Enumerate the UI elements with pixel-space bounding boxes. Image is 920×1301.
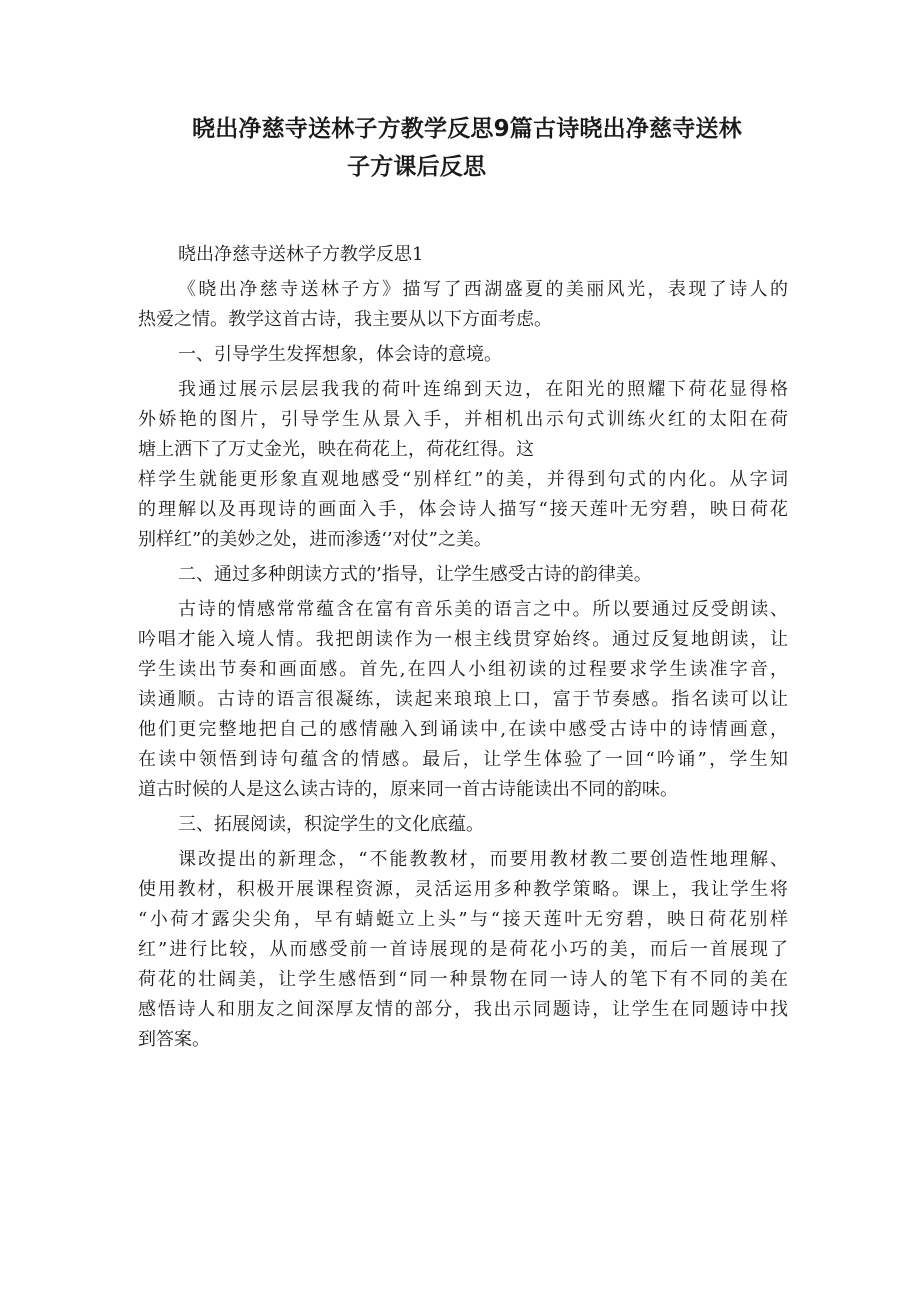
document-body bbox=[138, 240, 788, 1060]
text-line: 塘上洒下了万丈金光，映在荷花上，荷花红得。这 bbox=[138, 439, 534, 460]
text-line: 我通过展示层层我我的荷叶连绵到天边，在阳光的照耀下荷花显得格 bbox=[178, 379, 788, 400]
text-line: 课改提出的新理念，“不能教教材，而要用教材教二要创造性地理解、 bbox=[178, 849, 788, 870]
heading-one: 一、引导学生发挥想象，体会诗的意境。 bbox=[178, 344, 502, 365]
text-line: 荷花的壮阔美，让学生感悟到“同一种景物在同一诗人的笔下有不同的美在 bbox=[138, 969, 788, 990]
text-line: 道古时候的人是这么读古诗的，原来同一首古诗能读出不同的韵味。 bbox=[138, 779, 678, 800]
text-line: 红”进行比较，从而感受前一首诗展现的是荷花小巧的美，而后一首展现了 bbox=[138, 939, 788, 960]
text-line: 样学生就能更形象直观地感受“别样红”的美，并得到句式的内化。从字词 bbox=[138, 469, 788, 490]
document-title bbox=[192, 110, 792, 186]
text-line: 的理解以及再现诗的画面入手，体会诗人描写“接天莲叶无穷碧，映日荷花 bbox=[138, 499, 788, 520]
text-line: 热爱之情。教学这首古诗，我主要从以下方面考虑。 bbox=[138, 309, 552, 330]
text-line: 别样红”的美妙之处，进而渗透‘’对仗”之美。 bbox=[138, 529, 492, 550]
text-line: 学生读出节奏和画面感。首先,在四人小组初读的过程要求学生读准字音， bbox=[138, 659, 788, 680]
text-line: 古诗的情感常常蕴含在富有音乐美的语言之中。所以要通过反受朗读、 bbox=[178, 599, 788, 620]
heading-three: 三、拓展阅读，积淀学生的文化底蕴。 bbox=[178, 814, 484, 835]
text-line: 他们更完整地把自己的感情融入到诵读中,在读中感受古诗中的诗情画意， bbox=[138, 719, 788, 740]
section-heading: 晓出净慈寺送林子方教学反思1 bbox=[178, 244, 424, 265]
text-line: 感悟诗人和朋友之间深厚友情的部分，我出示同题诗，让学生在同题诗中找 bbox=[138, 999, 788, 1020]
title-line-2: 子方课后反思 bbox=[347, 154, 487, 180]
heading-two: 二、通过多种朗读方式的’指导，让学生感受古诗的韵律美。 bbox=[178, 564, 652, 585]
text-line: 吟唱才能入境人情。我把朗读作为一根主线贯穿始终。通过反复地朗读，让 bbox=[138, 629, 788, 650]
text-line: 《晓出净慈寺送林子方》描写了西湖盛夏的美丽风光，表现了诗人的 bbox=[178, 279, 788, 300]
paragraph-extension bbox=[138, 845, 788, 1055]
text-line: 读通顺。古诗的语言很凝练，读起来琅琅上口，富于节奏感。指名读可以让 bbox=[138, 689, 788, 710]
text-line: 使用教材，积极开展课程资源，灵活运用多种教学策略。课上，我让学生将 bbox=[138, 879, 788, 900]
text-line: 到答案。 bbox=[138, 1029, 210, 1050]
paragraph-reading bbox=[138, 595, 788, 805]
text-line: 外娇艳的图片，引导学生从景入手，并相机出示句式训练火红的太阳在荷 bbox=[138, 409, 788, 430]
text-line: “小荷才露尖尖角，早有蜻蜓立上头”与“接天莲叶无穷碧，映日荷花别样 bbox=[138, 909, 788, 930]
paragraph-imagination bbox=[138, 375, 788, 555]
paragraph-intro bbox=[138, 275, 788, 335]
text-line: 在读中领悟到诗句蕴含的情感。最后，让学生体验了一回“吟诵”，学生知 bbox=[138, 749, 788, 770]
title-line-1: 晓出净慈寺送林子方教学反思9篇古诗晓出净慈寺送林 bbox=[192, 116, 742, 142]
